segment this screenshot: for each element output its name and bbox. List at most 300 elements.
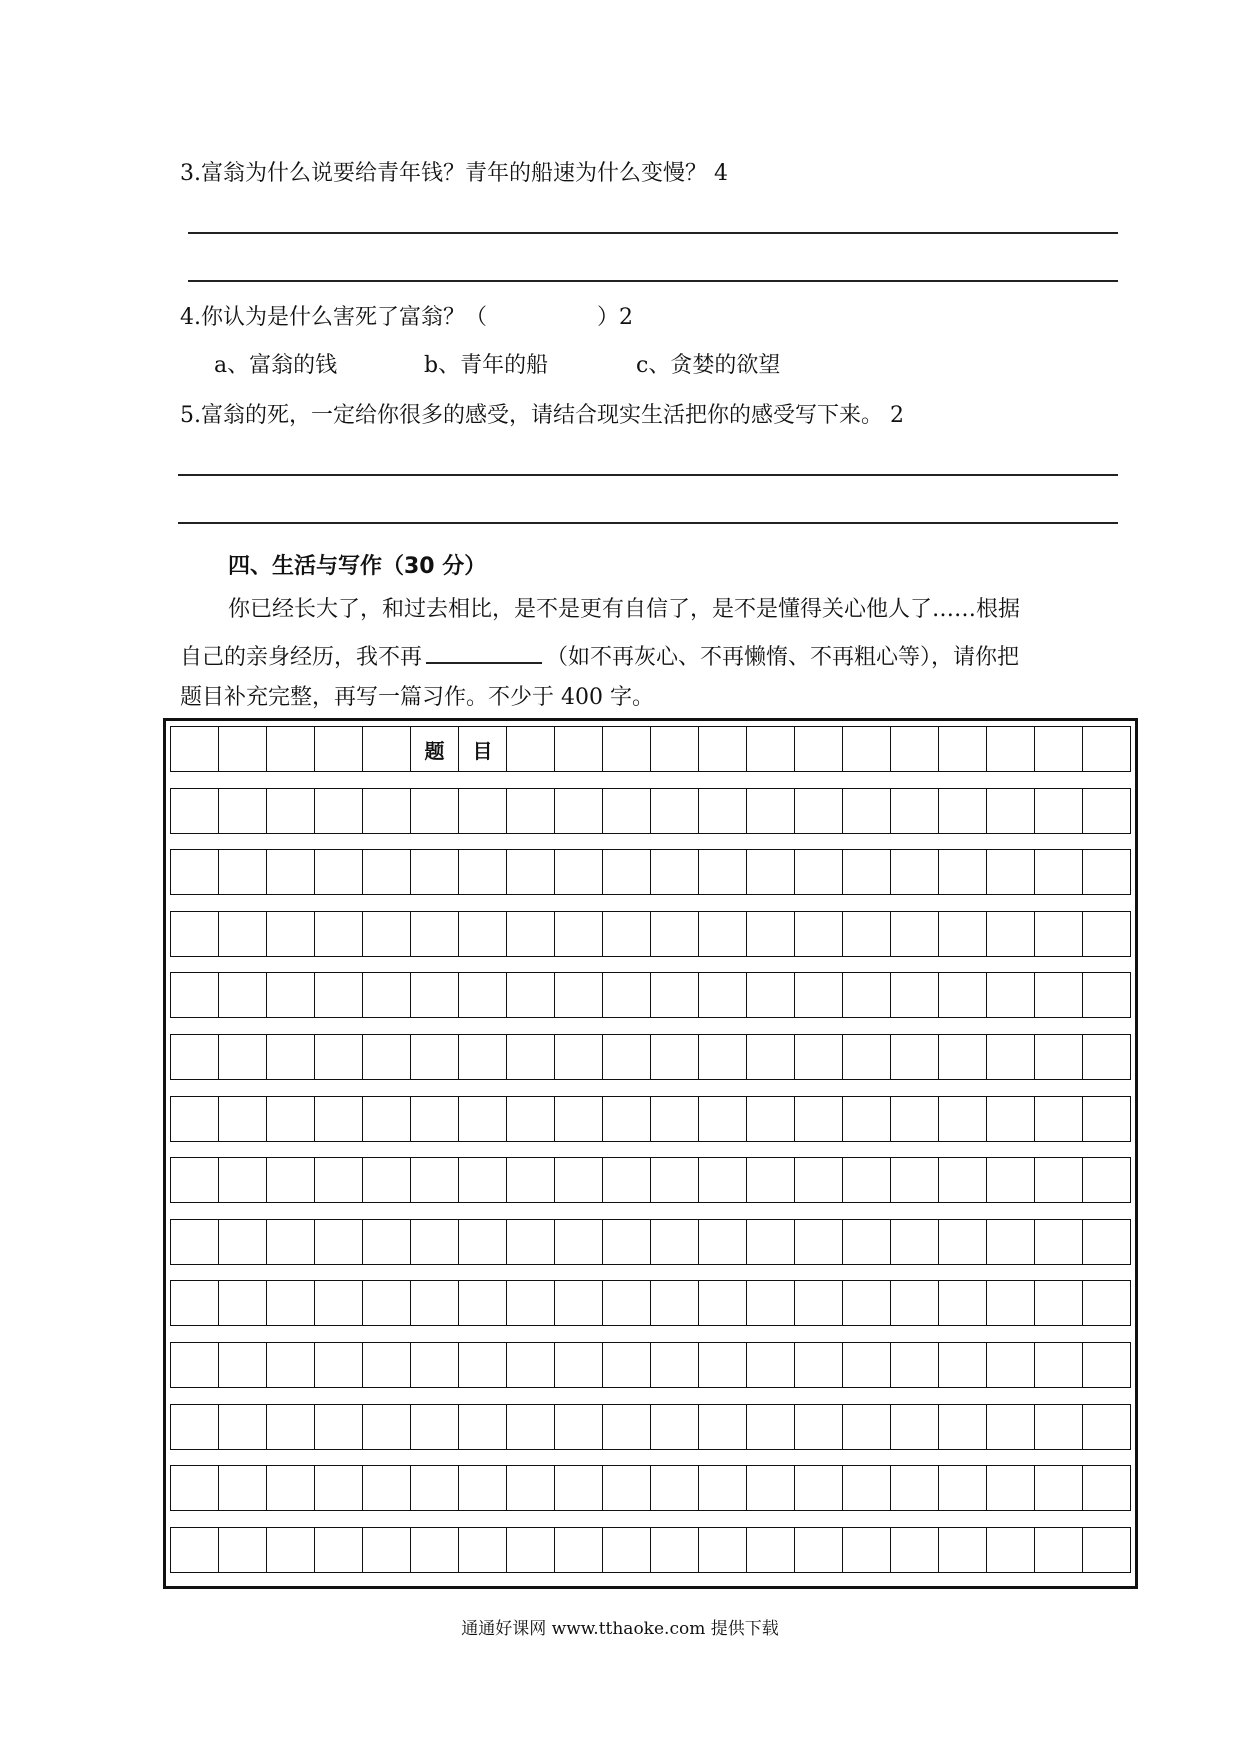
grid-cell[interactable] bbox=[699, 1281, 747, 1325]
grid-cell[interactable] bbox=[651, 1466, 699, 1510]
grid-cell[interactable] bbox=[891, 1405, 939, 1449]
answer-line[interactable] bbox=[178, 474, 1118, 476]
grid-cell[interactable] bbox=[939, 1405, 987, 1449]
grid-cell[interactable] bbox=[987, 1158, 1035, 1202]
grid-cell[interactable] bbox=[507, 1097, 555, 1141]
grid-cell[interactable] bbox=[603, 1097, 651, 1141]
grid-cell[interactable] bbox=[411, 973, 459, 1017]
grid-cell[interactable] bbox=[170, 973, 219, 1017]
grid-cell[interactable] bbox=[267, 1528, 315, 1572]
grid-cell[interactable] bbox=[507, 1220, 555, 1264]
grid-cell[interactable] bbox=[987, 1343, 1035, 1387]
grid-cell[interactable] bbox=[315, 1528, 363, 1572]
grid-cell[interactable] bbox=[363, 912, 411, 956]
grid-cell[interactable] bbox=[219, 1343, 267, 1387]
grid-cell[interactable] bbox=[747, 1220, 795, 1264]
grid-cell[interactable] bbox=[1083, 973, 1131, 1017]
grid-cell[interactable] bbox=[843, 1220, 891, 1264]
grid-cell[interactable] bbox=[170, 1281, 219, 1325]
grid-cell[interactable] bbox=[795, 1097, 843, 1141]
grid-cell[interactable] bbox=[170, 1405, 219, 1449]
grid-cell[interactable] bbox=[315, 1035, 363, 1079]
grid-cell[interactable] bbox=[411, 1220, 459, 1264]
grid-cell[interactable] bbox=[555, 973, 603, 1017]
grid-cell[interactable] bbox=[795, 1343, 843, 1387]
grid-cell[interactable] bbox=[267, 1220, 315, 1264]
grid-cell[interactable] bbox=[747, 1405, 795, 1449]
grid-cell[interactable] bbox=[603, 973, 651, 1017]
grid-cell[interactable] bbox=[987, 789, 1035, 833]
grid-cell[interactable] bbox=[170, 1097, 219, 1141]
grid-cell[interactable] bbox=[267, 912, 315, 956]
grid-cell[interactable] bbox=[219, 1158, 267, 1202]
grid-cell[interactable] bbox=[459, 1405, 507, 1449]
grid-cell[interactable] bbox=[843, 912, 891, 956]
grid-cell[interactable] bbox=[891, 1466, 939, 1510]
grid-cell[interactable] bbox=[555, 789, 603, 833]
grid-cell[interactable] bbox=[507, 1281, 555, 1325]
grid-cell[interactable] bbox=[170, 789, 219, 833]
grid-cell[interactable] bbox=[651, 912, 699, 956]
grid-cell[interactable] bbox=[747, 912, 795, 956]
grid-cell[interactable] bbox=[363, 727, 411, 771]
grid-cell[interactable] bbox=[699, 727, 747, 771]
grid-cell[interactable] bbox=[843, 1343, 891, 1387]
grid-cell[interactable] bbox=[603, 912, 651, 956]
answer-line[interactable] bbox=[188, 280, 1118, 282]
question-4: 4.你认为是什么害死了富翁？（ ）2 bbox=[180, 305, 633, 330]
grid-cell[interactable] bbox=[843, 1528, 891, 1572]
grid-cell[interactable] bbox=[699, 1220, 747, 1264]
grid-cell[interactable] bbox=[507, 1035, 555, 1079]
grid-cell[interactable] bbox=[795, 1158, 843, 1202]
grid-cell[interactable] bbox=[603, 1035, 651, 1079]
grid-cell[interactable] bbox=[507, 850, 555, 894]
grid-cell[interactable] bbox=[987, 727, 1035, 771]
grid-cell[interactable] bbox=[987, 1281, 1035, 1325]
grid-cell[interactable] bbox=[219, 850, 267, 894]
grid-cell[interactable] bbox=[843, 850, 891, 894]
grid-cell[interactable] bbox=[987, 973, 1035, 1017]
grid-cell[interactable] bbox=[1083, 1097, 1131, 1141]
grid-cell[interactable] bbox=[411, 1528, 459, 1572]
grid-cell[interactable] bbox=[987, 1035, 1035, 1079]
grid-cell[interactable] bbox=[1035, 789, 1083, 833]
grid-cell[interactable] bbox=[603, 1405, 651, 1449]
grid-cell[interactable] bbox=[315, 850, 363, 894]
grid-cell[interactable] bbox=[843, 1281, 891, 1325]
grid-cell[interactable] bbox=[987, 850, 1035, 894]
grid-cell[interactable] bbox=[459, 973, 507, 1017]
grid-cell[interactable] bbox=[843, 1035, 891, 1079]
grid-cell[interactable] bbox=[411, 1035, 459, 1079]
grid-cell[interactable] bbox=[747, 1097, 795, 1141]
grid-cell[interactable] bbox=[363, 850, 411, 894]
grid-cell[interactable] bbox=[795, 789, 843, 833]
grid-cell[interactable] bbox=[891, 1158, 939, 1202]
grid-cell[interactable] bbox=[795, 1035, 843, 1079]
grid-cell[interactable] bbox=[1035, 850, 1083, 894]
grid-cell[interactable] bbox=[699, 973, 747, 1017]
option-b[interactable]: b、青年的船 bbox=[424, 353, 549, 378]
grid-cell[interactable] bbox=[699, 1405, 747, 1449]
grid-cell[interactable] bbox=[170, 1528, 219, 1572]
grid-row bbox=[170, 911, 1131, 957]
grid-cell[interactable] bbox=[651, 850, 699, 894]
grid-cell[interactable] bbox=[170, 1466, 219, 1510]
grid-cell[interactable] bbox=[843, 1405, 891, 1449]
section-title: 四、生活与写作（30 分） bbox=[228, 554, 487, 579]
grid-cell[interactable] bbox=[267, 1158, 315, 1202]
grid-cell[interactable] bbox=[363, 1281, 411, 1325]
grid-cell[interactable] bbox=[170, 1343, 219, 1387]
grid-cell[interactable] bbox=[939, 1158, 987, 1202]
grid-cell[interactable] bbox=[747, 727, 795, 771]
grid-cell[interactable] bbox=[507, 1528, 555, 1572]
grid-cell[interactable] bbox=[411, 1343, 459, 1387]
grid-cell[interactable] bbox=[651, 1097, 699, 1141]
grid-cell[interactable] bbox=[363, 1466, 411, 1510]
grid-cell[interactable] bbox=[411, 1281, 459, 1325]
grid-cell[interactable] bbox=[603, 1528, 651, 1572]
prompt-line-2 bbox=[180, 640, 1019, 672]
grid-cell[interactable] bbox=[651, 973, 699, 1017]
grid-cell[interactable] bbox=[603, 789, 651, 833]
grid-cell[interactable] bbox=[411, 1097, 459, 1141]
grid-cell[interactable] bbox=[507, 912, 555, 956]
grid-cell[interactable] bbox=[1083, 850, 1131, 894]
grid-cell[interactable] bbox=[891, 727, 939, 771]
grid-cell[interactable] bbox=[1035, 1343, 1083, 1387]
grid-cell[interactable] bbox=[795, 1405, 843, 1449]
grid-cell[interactable] bbox=[699, 789, 747, 833]
grid-cell[interactable] bbox=[1083, 912, 1131, 956]
grid-cell[interactable] bbox=[987, 1220, 1035, 1264]
grid-title-cell[interactable]: 题 bbox=[411, 727, 459, 771]
grid-cell[interactable] bbox=[219, 1281, 267, 1325]
grid-cell[interactable] bbox=[747, 850, 795, 894]
grid-cell[interactable] bbox=[267, 1097, 315, 1141]
grid-cell[interactable] bbox=[315, 1220, 363, 1264]
grid-cell[interactable] bbox=[411, 1466, 459, 1510]
grid-cell[interactable] bbox=[459, 789, 507, 833]
grid-cell[interactable] bbox=[891, 1281, 939, 1325]
grid-cell[interactable] bbox=[843, 1158, 891, 1202]
grid-cell[interactable] bbox=[939, 1281, 987, 1325]
grid-cell[interactable] bbox=[843, 1466, 891, 1510]
grid-cell[interactable] bbox=[891, 1220, 939, 1264]
grid-cell[interactable] bbox=[315, 1158, 363, 1202]
grid-cell[interactable] bbox=[651, 1158, 699, 1202]
grid-cell[interactable] bbox=[363, 1220, 411, 1264]
title-blank[interactable] bbox=[426, 640, 542, 664]
grid-cell[interactable] bbox=[267, 1035, 315, 1079]
option-a[interactable]: a、富翁的钱 bbox=[214, 353, 338, 378]
grid-cell[interactable] bbox=[891, 1343, 939, 1387]
grid-cell[interactable] bbox=[315, 973, 363, 1017]
grid-cell[interactable] bbox=[699, 1343, 747, 1387]
grid-cell[interactable] bbox=[507, 1158, 555, 1202]
grid-cell[interactable] bbox=[555, 1158, 603, 1202]
grid-cell[interactable] bbox=[411, 789, 459, 833]
grid-cell[interactable] bbox=[1083, 1035, 1131, 1079]
grid-cell[interactable] bbox=[170, 912, 219, 956]
grid-cell[interactable] bbox=[459, 1158, 507, 1202]
grid-cell[interactable] bbox=[1083, 1281, 1131, 1325]
grid-cell[interactable] bbox=[267, 789, 315, 833]
grid-cell[interactable] bbox=[699, 1097, 747, 1141]
grid-row bbox=[170, 726, 1131, 772]
grid-cell[interactable] bbox=[699, 912, 747, 956]
grid-cell[interactable] bbox=[219, 1035, 267, 1079]
grid-cell[interactable] bbox=[1083, 789, 1131, 833]
grid-cell[interactable] bbox=[651, 1281, 699, 1325]
grid-cell[interactable] bbox=[603, 850, 651, 894]
grid-cell[interactable] bbox=[795, 1528, 843, 1572]
grid-cell[interactable] bbox=[267, 973, 315, 1017]
grid-cell[interactable] bbox=[363, 1405, 411, 1449]
grid-cell[interactable] bbox=[699, 1035, 747, 1079]
grid-cell[interactable] bbox=[939, 973, 987, 1017]
grid-cell[interactable] bbox=[315, 789, 363, 833]
grid-cell[interactable] bbox=[1035, 727, 1083, 771]
grid-cell[interactable] bbox=[651, 1343, 699, 1387]
grid-cell[interactable] bbox=[267, 1466, 315, 1510]
grid-cell[interactable] bbox=[603, 727, 651, 771]
grid-cell[interactable] bbox=[939, 912, 987, 956]
grid-cell[interactable] bbox=[507, 973, 555, 1017]
answer-line[interactable] bbox=[178, 522, 1118, 524]
grid-cell[interactable] bbox=[459, 1528, 507, 1572]
grid-cell[interactable] bbox=[555, 912, 603, 956]
grid-cell[interactable] bbox=[651, 1405, 699, 1449]
grid-cell[interactable] bbox=[651, 1220, 699, 1264]
grid-cell[interactable] bbox=[843, 1097, 891, 1141]
grid-cell[interactable] bbox=[315, 1281, 363, 1325]
grid-cell[interactable] bbox=[411, 1405, 459, 1449]
grid-cell[interactable] bbox=[459, 1281, 507, 1325]
grid-cell[interactable] bbox=[747, 1343, 795, 1387]
grid-cell[interactable] bbox=[699, 850, 747, 894]
grid-cell[interactable] bbox=[555, 727, 603, 771]
grid-cell[interactable] bbox=[411, 912, 459, 956]
grid-cell[interactable] bbox=[459, 912, 507, 956]
option-c[interactable]: c、贪婪的欲望 bbox=[636, 353, 781, 378]
grid-cell[interactable] bbox=[555, 1343, 603, 1387]
grid-cell[interactable] bbox=[747, 1528, 795, 1572]
grid-cell[interactable] bbox=[939, 850, 987, 894]
grid-cell[interactable] bbox=[939, 1220, 987, 1264]
grid-cell[interactable] bbox=[219, 973, 267, 1017]
grid-cell[interactable] bbox=[891, 912, 939, 956]
grid-cell[interactable] bbox=[363, 789, 411, 833]
grid-cell[interactable] bbox=[555, 1281, 603, 1325]
grid-cell[interactable] bbox=[1035, 1097, 1083, 1141]
grid-cell[interactable] bbox=[1083, 1220, 1131, 1264]
grid-cell[interactable] bbox=[315, 1097, 363, 1141]
grid-cell[interactable] bbox=[411, 1158, 459, 1202]
grid-cell[interactable] bbox=[170, 850, 219, 894]
grid-cell[interactable] bbox=[507, 1405, 555, 1449]
grid-cell[interactable] bbox=[363, 1528, 411, 1572]
grid-cell[interactable] bbox=[891, 1035, 939, 1079]
prompt-line-2-end: （如不再灰心、不再懒惰、不再粗心等），请你把 bbox=[546, 645, 1020, 670]
grid-cell[interactable] bbox=[555, 1220, 603, 1264]
grid-cell[interactable] bbox=[170, 1158, 219, 1202]
grid-cell[interactable] bbox=[843, 973, 891, 1017]
grid-cell[interactable] bbox=[651, 789, 699, 833]
grid-cell[interactable] bbox=[1083, 1466, 1131, 1510]
grid-cell[interactable] bbox=[507, 789, 555, 833]
grid-cell[interactable] bbox=[507, 1466, 555, 1510]
grid-cell[interactable] bbox=[267, 1281, 315, 1325]
grid-cell[interactable] bbox=[939, 1343, 987, 1387]
grid-cell[interactable] bbox=[1035, 1528, 1083, 1572]
grid-cell[interactable] bbox=[315, 1466, 363, 1510]
grid-cell[interactable] bbox=[891, 973, 939, 1017]
grid-cell[interactable] bbox=[1035, 1466, 1083, 1510]
grid-cell[interactable] bbox=[843, 789, 891, 833]
grid-cell[interactable] bbox=[267, 850, 315, 894]
grid-cell[interactable] bbox=[459, 1343, 507, 1387]
grid-cell[interactable] bbox=[747, 973, 795, 1017]
grid-cell[interactable] bbox=[795, 973, 843, 1017]
grid-cell[interactable] bbox=[459, 1220, 507, 1264]
grid-cell[interactable] bbox=[987, 1466, 1035, 1510]
grid-cell[interactable] bbox=[1083, 1158, 1131, 1202]
grid-cell[interactable] bbox=[1035, 912, 1083, 956]
grid-cell[interactable] bbox=[603, 1158, 651, 1202]
grid-cell[interactable] bbox=[1035, 1158, 1083, 1202]
grid-cell[interactable] bbox=[843, 727, 891, 771]
grid-cell[interactable] bbox=[891, 850, 939, 894]
grid-cell[interactable] bbox=[363, 973, 411, 1017]
grid-cell[interactable] bbox=[267, 727, 315, 771]
grid-cell[interactable] bbox=[219, 1528, 267, 1572]
grid-cell[interactable] bbox=[315, 912, 363, 956]
grid-row bbox=[170, 1219, 1131, 1265]
grid-cell[interactable] bbox=[363, 1035, 411, 1079]
grid-cell[interactable] bbox=[939, 1097, 987, 1141]
grid-cell[interactable] bbox=[747, 789, 795, 833]
grid-cell[interactable] bbox=[459, 1097, 507, 1141]
grid-cell[interactable] bbox=[795, 1466, 843, 1510]
grid-cell[interactable] bbox=[219, 912, 267, 956]
grid-cell[interactable] bbox=[891, 1528, 939, 1572]
grid-cell[interactable] bbox=[987, 1097, 1035, 1141]
grid-cell[interactable] bbox=[555, 1466, 603, 1510]
grid-cell[interactable] bbox=[939, 789, 987, 833]
grid-row bbox=[170, 1404, 1131, 1450]
grid-cell[interactable] bbox=[459, 850, 507, 894]
grid-cell[interactable] bbox=[1035, 1281, 1083, 1325]
grid-cell[interactable] bbox=[219, 727, 267, 771]
grid-title-cell[interactable]: 目 bbox=[459, 727, 507, 771]
answer-line[interactable] bbox=[188, 232, 1118, 234]
grid-cell[interactable] bbox=[1035, 1035, 1083, 1079]
grid-row bbox=[170, 972, 1131, 1018]
grid-cell[interactable] bbox=[795, 727, 843, 771]
grid-cell[interactable] bbox=[795, 850, 843, 894]
grid-cell[interactable] bbox=[170, 727, 219, 771]
grid-cell[interactable] bbox=[1083, 1528, 1131, 1572]
grid-cell[interactable] bbox=[1083, 727, 1131, 771]
grid-cell[interactable] bbox=[603, 1466, 651, 1510]
grid-cell[interactable] bbox=[1035, 973, 1083, 1017]
grid-cell[interactable] bbox=[795, 912, 843, 956]
grid-cell[interactable] bbox=[651, 1528, 699, 1572]
grid-cell[interactable] bbox=[987, 912, 1035, 956]
grid-cell[interactable] bbox=[363, 1097, 411, 1141]
grid-cell[interactable] bbox=[459, 1035, 507, 1079]
grid-cell[interactable] bbox=[1035, 1405, 1083, 1449]
grid-cell[interactable] bbox=[315, 727, 363, 771]
grid-cell[interactable] bbox=[747, 1035, 795, 1079]
grid-cell[interactable] bbox=[219, 1405, 267, 1449]
grid-cell[interactable] bbox=[795, 1281, 843, 1325]
grid-cell[interactable] bbox=[219, 1097, 267, 1141]
grid-cell[interactable] bbox=[507, 727, 555, 771]
grid-cell[interactable] bbox=[603, 1281, 651, 1325]
grid-cell[interactable] bbox=[987, 1528, 1035, 1572]
grid-cell[interactable] bbox=[459, 1466, 507, 1510]
grid-cell[interactable] bbox=[1035, 1220, 1083, 1264]
grid-cell[interactable] bbox=[170, 1035, 219, 1079]
grid-cell[interactable] bbox=[939, 1466, 987, 1510]
grid-cell[interactable] bbox=[699, 1158, 747, 1202]
grid-cell[interactable] bbox=[603, 1220, 651, 1264]
grid-cell[interactable] bbox=[747, 1158, 795, 1202]
grid-cell[interactable] bbox=[1083, 1343, 1131, 1387]
grid-cell[interactable] bbox=[651, 727, 699, 771]
grid-cell[interactable] bbox=[891, 789, 939, 833]
grid-cell[interactable] bbox=[363, 1158, 411, 1202]
grid-cell[interactable] bbox=[891, 1097, 939, 1141]
question-3: 3.富翁为什么说要给青年钱？青年的船速为什么变慢？ 4 bbox=[180, 161, 728, 186]
grid-cell[interactable] bbox=[555, 1097, 603, 1141]
grid-cell[interactable] bbox=[555, 850, 603, 894]
grid-cell[interactable] bbox=[315, 1405, 363, 1449]
grid-cell[interactable] bbox=[411, 850, 459, 894]
grid-cell[interactable] bbox=[267, 1343, 315, 1387]
grid-cell[interactable] bbox=[1083, 1405, 1131, 1449]
grid-cell[interactable] bbox=[170, 1220, 219, 1264]
grid-cell[interactable] bbox=[267, 1405, 315, 1449]
grid-cell[interactable] bbox=[747, 1281, 795, 1325]
grid-cell[interactable] bbox=[987, 1405, 1035, 1449]
grid-cell[interactable] bbox=[315, 1343, 363, 1387]
grid-cell[interactable] bbox=[939, 1035, 987, 1079]
grid-cell[interactable] bbox=[699, 1466, 747, 1510]
grid-row bbox=[170, 1465, 1131, 1511]
grid-cell[interactable] bbox=[219, 1220, 267, 1264]
grid-cell[interactable] bbox=[795, 1220, 843, 1264]
grid-cell[interactable] bbox=[363, 1343, 411, 1387]
grid-row bbox=[170, 849, 1131, 895]
grid-cell[interactable] bbox=[555, 1528, 603, 1572]
grid-cell[interactable] bbox=[939, 727, 987, 771]
grid-cell[interactable] bbox=[219, 789, 267, 833]
grid-cell[interactable] bbox=[747, 1466, 795, 1510]
grid-cell[interactable] bbox=[699, 1528, 747, 1572]
grid-cell[interactable] bbox=[555, 1035, 603, 1079]
grid-cell[interactable] bbox=[507, 1343, 555, 1387]
grid-cell[interactable] bbox=[651, 1035, 699, 1079]
grid-cell[interactable] bbox=[219, 1466, 267, 1510]
grid-cell[interactable] bbox=[603, 1343, 651, 1387]
grid-cell[interactable] bbox=[939, 1528, 987, 1572]
grid-cell[interactable] bbox=[555, 1405, 603, 1449]
